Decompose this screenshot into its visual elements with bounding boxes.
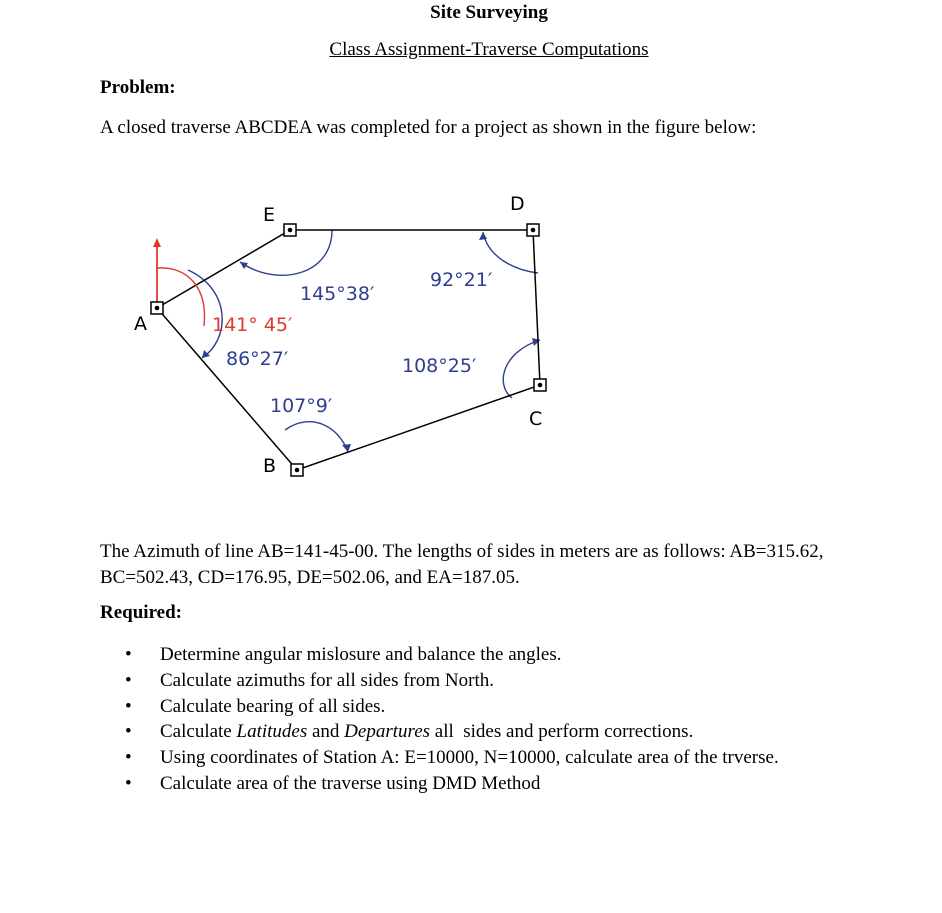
list-item (125, 694, 779, 720)
required-item-text: Calculate area of the traverse using DMD Method (160, 772, 541, 794)
angle-label-a: 86°27′ (226, 348, 289, 370)
traverse-figure (120, 180, 560, 490)
arc-station-b (285, 422, 348, 452)
station-label-d: D (510, 193, 525, 215)
bullet-icon: • (125, 772, 132, 794)
angle-label-c: 108°25′ (402, 355, 477, 377)
required-item-prefix: Calculate (160, 721, 237, 743)
problem-heading: Problem: (100, 77, 176, 98)
station-b-marker (291, 464, 303, 476)
document-subtitle: Class Assignment-Traverse Computations (329, 39, 649, 60)
station-label-e: E (263, 204, 276, 226)
required-item-text: Calculate azimuths for all sides from North. (160, 669, 494, 691)
arc-station-e (240, 230, 332, 275)
required-item-connector: and (307, 721, 345, 743)
station-d-marker (527, 224, 539, 236)
document-title: Site Surveying (430, 2, 548, 23)
required-item-text: Calculate bearing of all sides. (160, 695, 386, 717)
arc-station-d (483, 232, 538, 273)
list-item (125, 719, 779, 745)
angle-label-d: 92°21′ (430, 269, 493, 291)
north-arrow-icon (153, 238, 161, 247)
given-data-paragraph: The Azimuth of line AB=141-45-00. The lengths of sides in meters are as follows: AB=315.62, BC=502.43, CD=176.95, DE=502.06, and EA=187.05. (100, 541, 824, 588)
bullet-icon: • (125, 644, 132, 665)
list-item (125, 668, 779, 694)
station-c-marker (534, 379, 546, 391)
angle-label-b: 107°9′ (270, 395, 333, 417)
azimuth-angle-label: 141° 45′ (212, 314, 293, 336)
departures-term: Departures (344, 721, 431, 743)
station-a-marker (151, 302, 163, 314)
arrowhead-d (479, 232, 487, 240)
problem-statement: A closed traverse ABCDEA was completed for a project as shown in the figure below: (100, 117, 757, 138)
list-item (125, 642, 779, 668)
required-list (125, 642, 779, 797)
station-label-c: C (529, 408, 543, 430)
required-item-text: Determine angular mislosure and balance the angles. (160, 644, 562, 665)
angle-label-e: 145°38′ (300, 283, 375, 305)
list-item (125, 745, 779, 771)
required-item-text: Using coordinates of Station A: E=10000, N=10000, calculate area of the trverse. (160, 747, 779, 769)
traverse-polygon (157, 230, 543, 470)
required-heading: Required: (100, 602, 182, 623)
bullet-icon: • (125, 695, 132, 717)
bullet-icon: • (125, 721, 132, 743)
latitudes-term: Latitudes (236, 721, 308, 743)
station-e-marker (284, 224, 296, 236)
bullet-icon: • (125, 747, 132, 769)
required-item-suffix: all sides and perform corrections. (430, 721, 694, 743)
list-item (125, 771, 779, 797)
bullet-icon: • (125, 669, 132, 691)
station-label-a: A (134, 313, 147, 335)
station-label-b: B (263, 455, 277, 477)
arrowhead-a (202, 350, 210, 358)
